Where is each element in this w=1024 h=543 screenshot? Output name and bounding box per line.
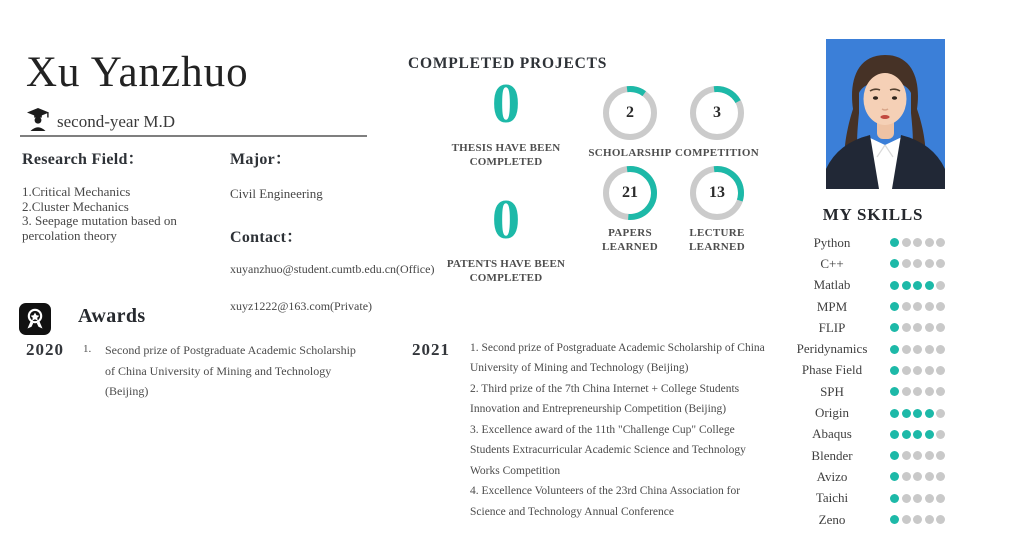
skill-row-zeno [782, 509, 964, 530]
award-item: 2. Third prize of the 7th China Internet + College Students Innovation and Entrepreneurship Competition (Beijing) [470, 382, 740, 416]
rating-dot-empty [936, 238, 945, 247]
skill-name: Taichi [815, 490, 849, 506]
skill-name: Matlab [813, 277, 851, 293]
research-field-section [22, 146, 208, 243]
rating-dot-empty [925, 259, 934, 268]
rating-dot-empty [913, 345, 922, 354]
rating-dot-empty [913, 323, 922, 332]
rating-dot-empty [936, 451, 945, 460]
skills-heading: MY SKILLS [822, 205, 924, 224]
thesis-label: THESIS HAVE BEEN COMPLETED [451, 142, 561, 169]
skill-row-flip [782, 317, 964, 338]
rating-dot-filled [890, 409, 899, 418]
rating-dot-empty [913, 451, 922, 460]
graduate-icon [27, 107, 49, 136]
award-medal-icon [19, 303, 51, 340]
email-private: xuyz1222@163.com(Private) [230, 299, 373, 313]
rating-dot-filled [902, 281, 911, 290]
rating-dot-empty [902, 472, 911, 481]
skill-row-blender [782, 445, 964, 466]
rating-dot-empty [936, 472, 945, 481]
rating-dot-empty [902, 302, 911, 311]
degree-row [27, 107, 175, 136]
skill-row-abaqus [782, 424, 964, 445]
stat-ring-competition [669, 84, 765, 161]
awards-year-2021: 2021 [412, 340, 450, 359]
degree-label: second-year M.D [57, 111, 176, 131]
skill-row-avizo [782, 466, 964, 487]
rating-dot-empty [913, 387, 922, 396]
profile-photo [826, 39, 945, 189]
rating-dot-filled [913, 281, 922, 290]
research-field-item: 1.Critical Mechanics [22, 184, 131, 199]
rating-dot-empty [925, 387, 934, 396]
skill-name: SPH [820, 383, 844, 399]
skills-section [782, 205, 964, 530]
rating-dot-filled [890, 302, 899, 311]
rating-dot-empty [925, 323, 934, 332]
ring-chart [688, 164, 746, 222]
ring-label: COMPETITION [675, 147, 759, 159]
rating-dot-empty [913, 238, 922, 247]
skill-rating-dots [890, 409, 945, 418]
skill-rating-dots [890, 238, 945, 247]
rating-dot-empty [913, 472, 922, 481]
award-item: 4. Excellence Volunteers of the 23rd China Association for Science and Technology Annual Conference [470, 485, 741, 518]
thesis-count: 0 [492, 73, 520, 135]
ring-value: 2 [626, 104, 634, 121]
rating-dot-filled [890, 366, 899, 375]
stat-ring-scholarship [582, 84, 678, 161]
skill-rating-dots [890, 515, 945, 524]
rating-dot-empty [936, 281, 945, 290]
rating-dot-filled [890, 281, 899, 290]
rating-dot-empty [925, 515, 934, 524]
skill-row-origin [782, 402, 964, 423]
research-field-item: 3. Seepage mutation based on percolation theory [22, 213, 177, 243]
rating-dot-empty [925, 366, 934, 375]
patents-label: PATENTS HAVE BEEN COMPLETED [446, 258, 566, 285]
award-item: 1. Second prize of Postgraduate Academic Scholarship of China University of Mining and Technology (Beijing) [470, 342, 765, 375]
rating-dot-filled [890, 472, 899, 481]
skill-name: Blender [811, 447, 853, 463]
ring-label: SCHOLARSHIP [588, 147, 672, 159]
rating-dot-filled [913, 409, 922, 418]
skill-name: FLIP [818, 319, 846, 335]
rating-dot-empty [925, 238, 934, 247]
rating-dot-filled [890, 238, 899, 247]
rating-dot-empty [913, 366, 922, 375]
rating-dot-empty [913, 302, 922, 311]
skill-row-phase-field [782, 360, 964, 381]
rating-dot-empty [913, 259, 922, 268]
rating-dot-empty [936, 323, 945, 332]
skill-rating-dots [890, 345, 945, 354]
ring-chart [601, 164, 659, 222]
rating-dot-empty [925, 451, 934, 460]
rating-dot-filled [925, 409, 934, 418]
skill-rating-dots [890, 323, 945, 332]
skill-rating-dots [890, 387, 945, 396]
rating-dot-empty [936, 259, 945, 268]
skill-rating-dots [890, 472, 945, 481]
skill-row-matlab [782, 275, 964, 296]
completed-projects-heading: COMPLETED PROJECTS [408, 55, 608, 72]
award-item: 3. Excellence award of the 11th "Challenge Cup" College Students Extracurricular Academic Science and Technology Works Competition [470, 423, 746, 477]
rating-dot-empty [902, 366, 911, 375]
rating-dot-empty [936, 430, 945, 439]
rating-dot-empty [936, 494, 945, 503]
rating-dot-empty [913, 515, 922, 524]
skill-name: Avizo [816, 468, 848, 484]
awards-list-2021 [470, 338, 770, 522]
rating-dot-empty [936, 302, 945, 311]
major-value: Civil Engineering [230, 186, 323, 201]
skill-row-c- [782, 253, 964, 274]
rating-dot-empty [902, 259, 911, 268]
stat-patents [418, 189, 594, 286]
rating-dot-filled [902, 409, 911, 418]
rating-dot-empty [913, 494, 922, 503]
skill-rating-dots [890, 302, 945, 311]
skill-name: Origin [815, 405, 849, 421]
ring-label: PAPERS LEARNED [602, 227, 658, 253]
ring-chart [688, 84, 746, 142]
rating-dot-empty [936, 387, 945, 396]
skill-rating-dots [890, 366, 945, 375]
rating-dot-empty [902, 451, 911, 460]
skill-rating-dots [890, 259, 945, 268]
skill-rating-dots [890, 281, 945, 290]
skills-rows [782, 232, 964, 530]
rating-dot-empty [936, 366, 945, 375]
skill-row-python [782, 232, 964, 253]
rating-dot-filled [890, 323, 899, 332]
rating-dot-filled [913, 430, 922, 439]
rating-dot-empty [925, 472, 934, 481]
rating-dot-empty [902, 515, 911, 524]
research-field-item: 2.Cluster Mechanics [22, 198, 129, 214]
skill-name: MPM [816, 298, 848, 314]
rating-dot-empty [902, 238, 911, 247]
ring-label: LECTURE LEARNED [689, 227, 745, 253]
awards-heading: Awards [78, 305, 146, 327]
rating-dot-filled [890, 430, 899, 439]
rating-dot-filled [890, 387, 899, 396]
ring-value: 3 [713, 104, 721, 121]
awards-list-2020 [83, 340, 361, 402]
skill-rating-dots [890, 494, 945, 503]
stat-thesis [418, 73, 594, 170]
email-office: xuyanzhuo@student.cumtb.edu.cn(Office) [230, 262, 435, 276]
rating-dot-empty [902, 323, 911, 332]
skill-name: Peridynamics [796, 341, 868, 357]
contact-heading: Contact： [230, 229, 303, 246]
award-item [83, 340, 361, 402]
skill-row-mpm [782, 296, 964, 317]
rating-dot-filled [890, 494, 899, 503]
skill-row-taichi [782, 488, 964, 509]
ring-value: 21 [622, 184, 638, 201]
major-heading: Major： [230, 151, 292, 168]
stat-ring-lecture-learned [669, 164, 765, 255]
award-item-text: Second prize of Postgraduate Academic Scholarship of China University of Mining and Technology (Beijing) [105, 343, 356, 399]
rating-dot-empty [925, 345, 934, 354]
skill-row-peridynamics [782, 338, 964, 359]
rating-dot-empty [936, 409, 945, 418]
rating-dot-empty [936, 515, 945, 524]
rating-dot-empty [925, 302, 934, 311]
ring-chart [601, 84, 659, 142]
skill-name: Python [813, 234, 851, 250]
header-divider [20, 135, 367, 137]
skill-rating-dots [890, 430, 945, 439]
rating-dot-filled [890, 259, 899, 268]
rating-dot-filled [890, 515, 899, 524]
rating-dot-filled [890, 451, 899, 460]
awards-year-2020: 2020 [26, 340, 64, 359]
rating-dot-empty [902, 494, 911, 503]
rating-dot-empty [902, 387, 911, 396]
award-item-marker: 1. [83, 343, 92, 355]
rating-dot-empty [902, 345, 911, 354]
skill-name: C++ [820, 255, 844, 271]
skill-name: Zeno [818, 511, 846, 527]
rating-dot-filled [902, 430, 911, 439]
rating-dot-empty [925, 494, 934, 503]
rating-dot-filled [890, 345, 899, 354]
research-field-list [22, 185, 208, 243]
patents-count: 0 [492, 189, 520, 251]
rating-dot-filled [925, 430, 934, 439]
rating-dot-filled [925, 281, 934, 290]
skill-name: Phase Field [801, 362, 863, 378]
skill-name: Abaqus [812, 426, 852, 442]
skill-rating-dots [890, 451, 945, 460]
stat-ring-papers-learned [582, 164, 678, 255]
ring-value: 13 [709, 184, 725, 201]
rating-dot-empty [936, 345, 945, 354]
research-field-heading: Research Field： [22, 151, 144, 168]
page-title: Xu Yanzhuo [26, 49, 249, 96]
major-contact-section [230, 146, 436, 314]
skill-row-sph [782, 381, 964, 402]
